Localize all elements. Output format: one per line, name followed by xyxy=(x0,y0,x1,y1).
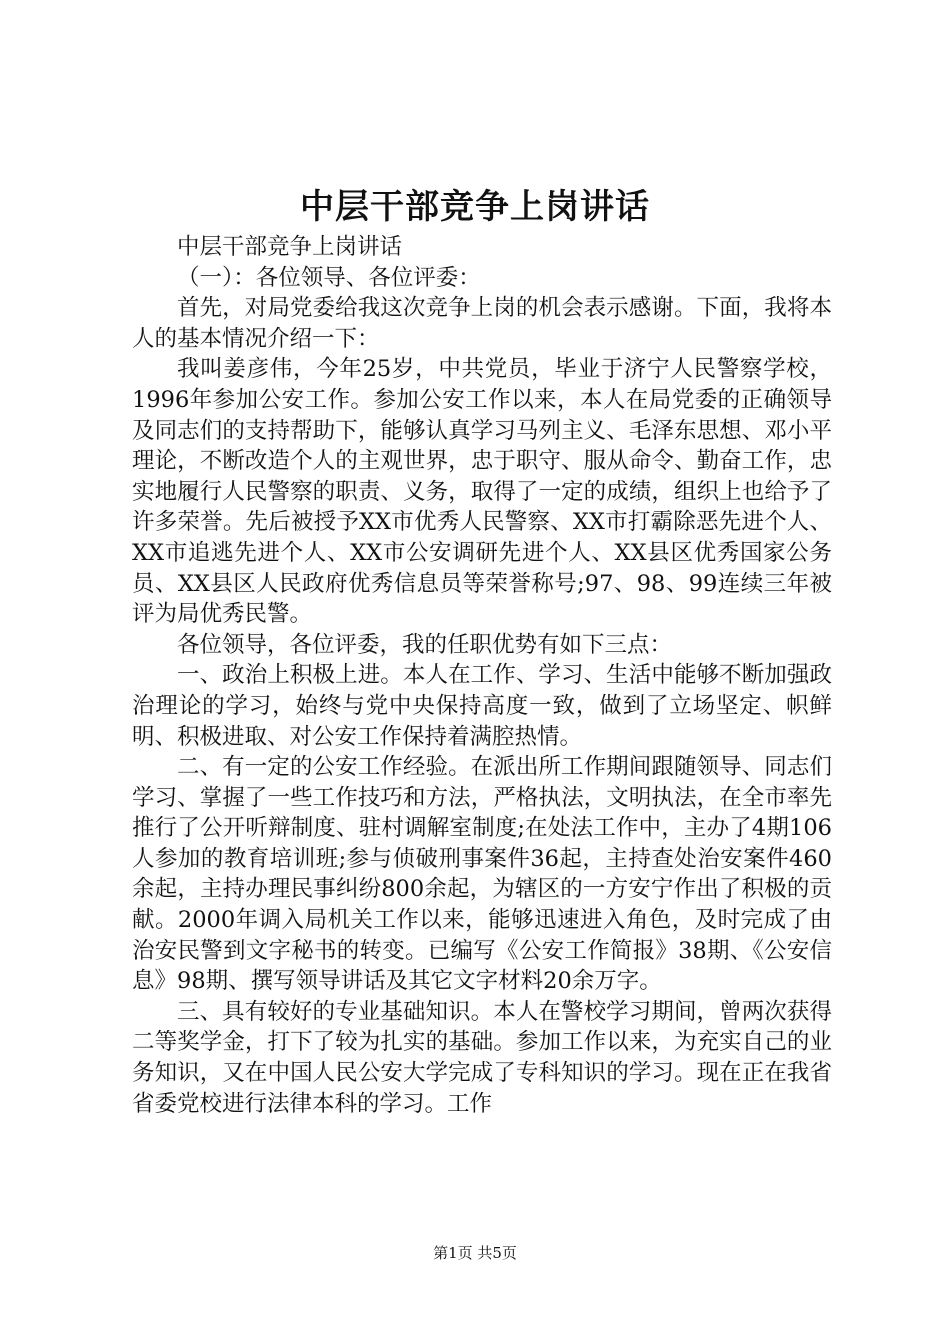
paragraph-advantages-intro: 各位领导，各位评委，我的任职优势有如下三点： xyxy=(177,631,673,658)
paragraph-advantage-two: 二、有一定的公安工作经验。在派出所工作期间跟随领导、同志们学习、掌握了一些工作技巧和方法，严格执法，文明执法，在全市率先推行了公开听辩制度、驻村调解室制度;在处法工作中，主办了4期106人参加的教育培训班;参与侦破刑事案件36起，主持查处治安案件460余起，主持办理民事纠纷800余起，为辖区的一方安宁作出了积极的贡献。2000年调入局机关工作以来，能够迅速进入角色，及时完成了由治安民警到文字秘书的转变。已编写《公安工作简报》38期、《公安信息》98期、撰写领导讲话及其它文字材料20余万字。 xyxy=(132,754,832,995)
paragraph-advantage-three: 三、具有较好的专业基础知识。本人在警校学习期间，曾两次获得二等奖学金，打下了较为扎实的基础。参加工作以来，为充实自己的业务知识，又在中国人民公安大学完成了专科知识的学习。现在正在我省省委党校进行法律本科的学习。工作 xyxy=(132,998,832,1117)
document-title: 中层干部竞争上岗讲话 xyxy=(300,187,650,227)
page-footer: 第1页 共5页 xyxy=(433,1244,517,1262)
paragraph-thanks: 首先，对局党委给我这次竞争上岗的机会表示感谢。下面，我将本人的基本情况介绍一下： xyxy=(132,295,832,352)
paragraph-advantage-one: 一、政治上积极上进。本人在工作、学习、生活中能够不断加强政治理论的学习，始终与党中央保持高度一致，做到了立场坚定、帜鲜明、积极进取、对公安工作保持着满腔热情。 xyxy=(132,662,832,750)
document-body xyxy=(132,232,832,1119)
paragraph-subtitle: 中层干部竞争上岗讲话 xyxy=(177,234,403,260)
paragraph-greeting: （一）：各位领导、各位评委： xyxy=(177,264,481,291)
paragraph-introduction: 我叫姜彦伟，今年25岁，中共党员，毕业于济宁人民警察学校，1996年参加公安工作。参加公安工作以来，本人在局党委的正确领导及同志们的支持帮助下，能够认真学习马列主义、毛泽东思想、邓小平理论，不断改造个人的主观世界，忠于职守、服从命令、勤奋工作，忠实地履行人民警察的职责、义务，取得了一定的成绩，组织上也给予了许多荣誉。先后被授予XX市优秀人民警察、XX市打霸除恶先进个人、XX市追逃先进个人、XX市公安调研先进个人、XX县区优秀国家公务员、XX县区人民政府优秀信息员等荣誉称号;97、98、99连续三年被评为局优秀民警。 xyxy=(132,356,832,628)
